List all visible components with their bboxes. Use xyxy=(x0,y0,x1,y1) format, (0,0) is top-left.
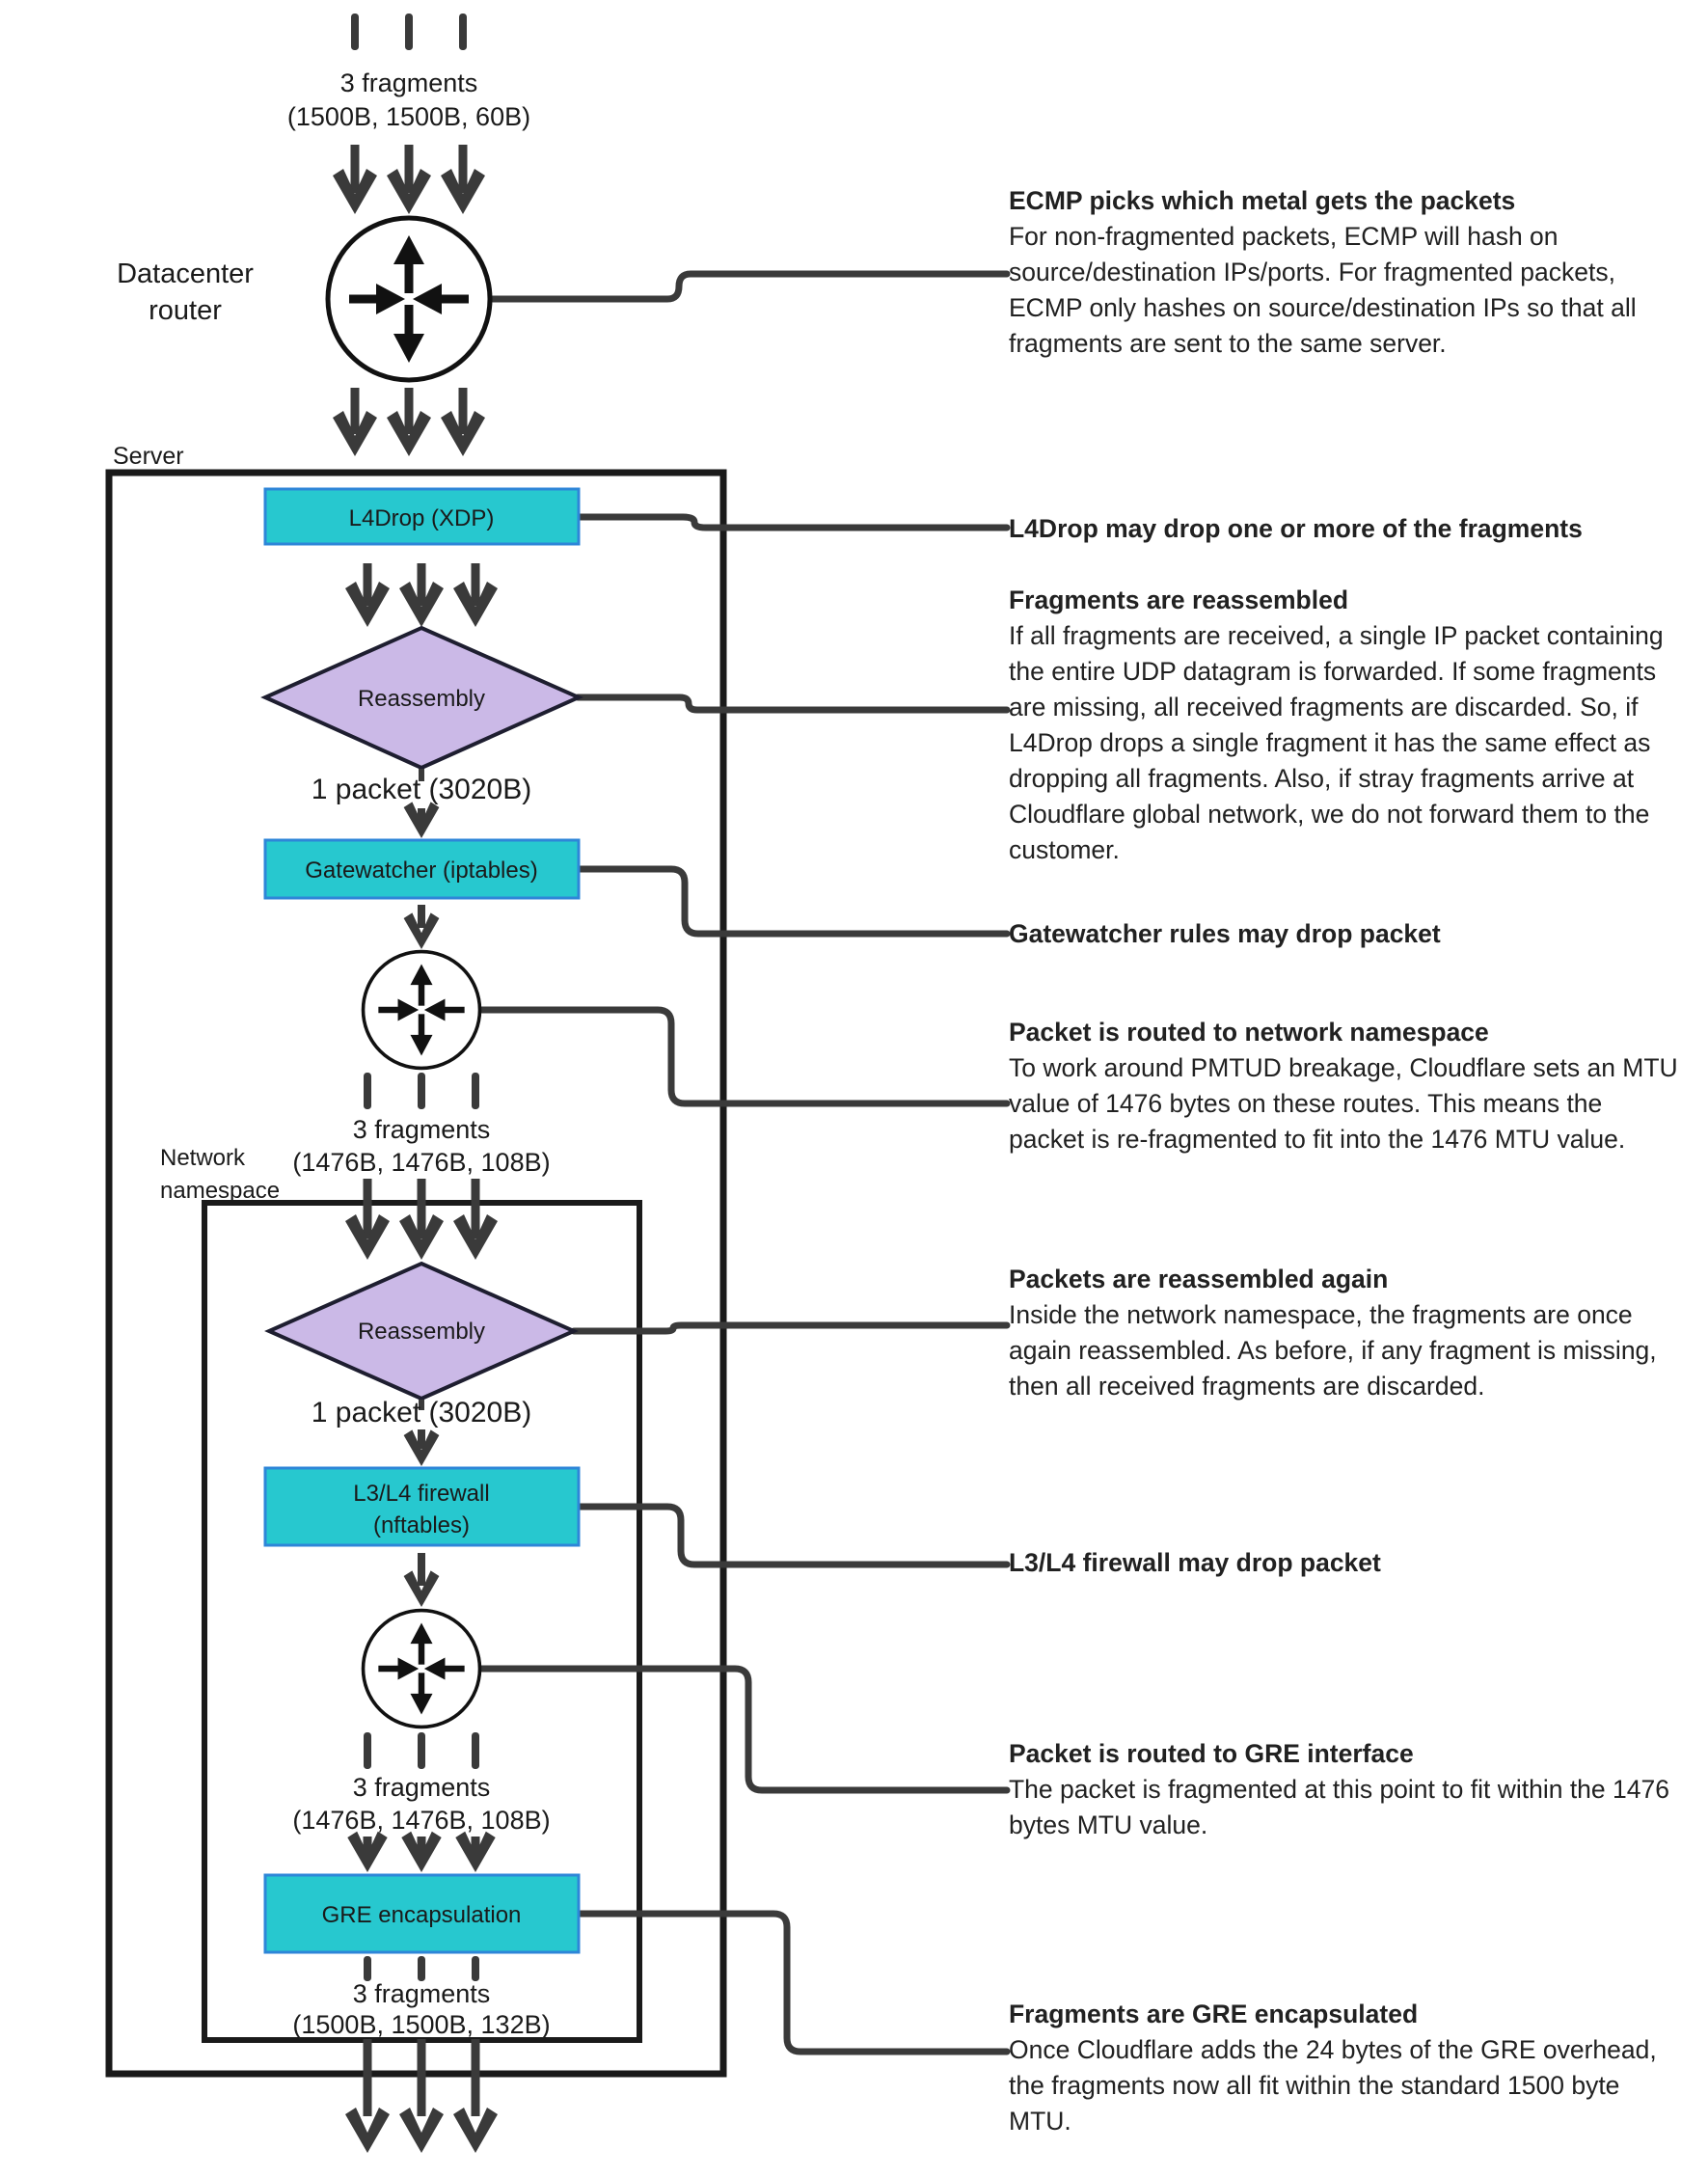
arrows-into-router xyxy=(333,145,485,214)
route-namespace-router-icon xyxy=(364,952,480,1069)
mid-fragments-label: 3 fragments xyxy=(352,1115,491,1144)
connector-route-namespace xyxy=(479,1010,1007,1103)
server-label: Server xyxy=(113,443,184,470)
datacenter-router-icon xyxy=(328,218,490,380)
reassembly2-label: Reassembly xyxy=(357,1319,486,1345)
mid-fragments-sizes: (1476B, 1476B, 108B) xyxy=(292,1148,551,1177)
top-fragments-sizes: (1500B, 1500B, 60B) xyxy=(286,102,531,131)
annotation-reassembled xyxy=(1009,583,1684,868)
annotation-l4drop-title: L4Drop may drop one or more of the fragments xyxy=(1009,514,1583,543)
connector-gre xyxy=(579,1914,1007,2052)
arrow-packet2-to-firewall xyxy=(404,1429,440,1466)
annotation-route-gre-title: Packet is routed to GRE interface xyxy=(1009,1739,1414,1768)
gre-in-fragments-sizes: (1476B, 1476B, 108B) xyxy=(292,1806,551,1835)
connector-route-gre xyxy=(479,1669,1007,1790)
packet1-label: 1 packet (3020B) xyxy=(311,774,532,805)
annotation-route-gre-body: The packet is fragmented at this point to fit within the 1476 bytes MTU value. xyxy=(1009,1775,1669,1839)
connector-l4drop xyxy=(579,517,1007,528)
top-fragments-label: 3 fragments xyxy=(339,68,478,97)
connector-ecmp xyxy=(490,274,1007,299)
annotation-reassembled-body: If all fragments are received, a single IP packet containing the entire UDP datagram is forwarded. If some fragments are missing, all received fragments are discarded. So, if L4Drop drops a single fragment it has the same effect as dropping all fragments. Also, if stray fragments arrive at Cloudflare global network, we do not forward them to the customer. xyxy=(1009,621,1664,864)
bottom-fragment-dashes xyxy=(364,1956,479,1981)
annotation-l4drop xyxy=(1009,511,1684,547)
arrow-gatewatcher-to-router xyxy=(404,905,440,949)
bottom-fragments-label: 3 fragments xyxy=(352,1979,491,2008)
datacenter-router-label-1: Datacenter xyxy=(117,259,254,289)
annotation-ecmp-title: ECMP picks which metal gets the packets xyxy=(1009,186,1516,215)
annotation-gatewatcher-title: Gatewatcher rules may drop packet xyxy=(1009,919,1441,948)
annotation-gre-encap xyxy=(1009,1997,1684,2139)
arrows-into-gre xyxy=(347,1832,495,1872)
firewall-label-1: L3/L4 firewall xyxy=(353,1481,490,1507)
annotation-ecmp xyxy=(1009,183,1684,362)
connector-firewall xyxy=(579,1507,1007,1565)
arrows-router-to-server xyxy=(333,388,485,456)
annotation-reassembled-again-title: Packets are reassembled again xyxy=(1009,1265,1389,1293)
annotation-route-namespace xyxy=(1009,1015,1684,1157)
top-fragment-dashes xyxy=(351,14,467,50)
datacenter-router-label-2: router xyxy=(149,295,222,326)
arrows-out xyxy=(345,2039,498,2153)
annotation-reassembled-title: Fragments are reassembled xyxy=(1009,585,1349,614)
gatewatcher-label: Gatewatcher (iptables) xyxy=(305,857,538,884)
reassembly1-label: Reassembly xyxy=(357,686,486,712)
mid-fragment-dashes xyxy=(364,1073,479,1109)
l4drop-label: L4Drop (XDP) xyxy=(348,505,495,531)
annotation-route-namespace-body: To work around PMTUD breakage, Cloudflare sets an MTU value of 1476 bytes on these routes. This means the packet is re-fragmented to fit into the 1476 MTU value. xyxy=(1009,1053,1678,1154)
gre-label: GRE encapsulation xyxy=(321,1902,522,1928)
connector-gatewatcher xyxy=(579,869,1007,934)
packet2-label: 1 packet (3020B) xyxy=(311,1397,532,1429)
annotation-firewall xyxy=(1009,1545,1684,1581)
annotation-gatewatcher xyxy=(1009,916,1684,952)
arrows-l4drop-to-reassembly xyxy=(345,563,498,627)
annotation-route-gre xyxy=(1009,1736,1684,1843)
connector-reassembly1 xyxy=(578,697,1007,710)
gre-in-fragment-dashes xyxy=(364,1732,479,1769)
bottom-fragments-sizes: (1500B, 1500B, 132B) xyxy=(292,2010,551,2039)
annotation-gre-encap-title: Fragments are GRE encapsulated xyxy=(1009,2000,1419,2028)
firewall-label-2: (nftables) xyxy=(372,1512,471,1538)
annotation-reassembled-again-body: Inside the network namespace, the fragments are once again reassembled. As before, if any fragment is missing, then all received fragments are discarded. xyxy=(1009,1300,1657,1401)
namespace-label-1: Network xyxy=(160,1145,246,1171)
annotation-ecmp-body: For non-fragmented packets, ECMP will hash on source/destination IPs/ports. For fragmented packets, ECMP only hashes on source/destination IPs so that all fragments are sent to the same server. xyxy=(1009,222,1637,358)
annotation-gre-encap-body: Once Cloudflare adds the 24 bytes of the GRE overhead, the fragments now all fit within the standard 1500 byte MTU. xyxy=(1009,2035,1657,2136)
annotation-reassembled-again xyxy=(1009,1262,1684,1404)
gre-in-fragments-label: 3 fragments xyxy=(352,1773,491,1802)
arrow-packet1-to-gatewatcher xyxy=(404,802,440,838)
arrows-into-namespace xyxy=(345,1179,498,1260)
route-gre-router-icon xyxy=(364,1611,480,1728)
annotation-firewall-title: L3/L4 firewall may drop packet xyxy=(1009,1548,1381,1577)
annotation-route-namespace-title: Packet is routed to network namespace xyxy=(1009,1018,1489,1047)
arrow-firewall-to-router xyxy=(404,1553,440,1607)
namespace-label-2: namespace xyxy=(160,1178,281,1204)
